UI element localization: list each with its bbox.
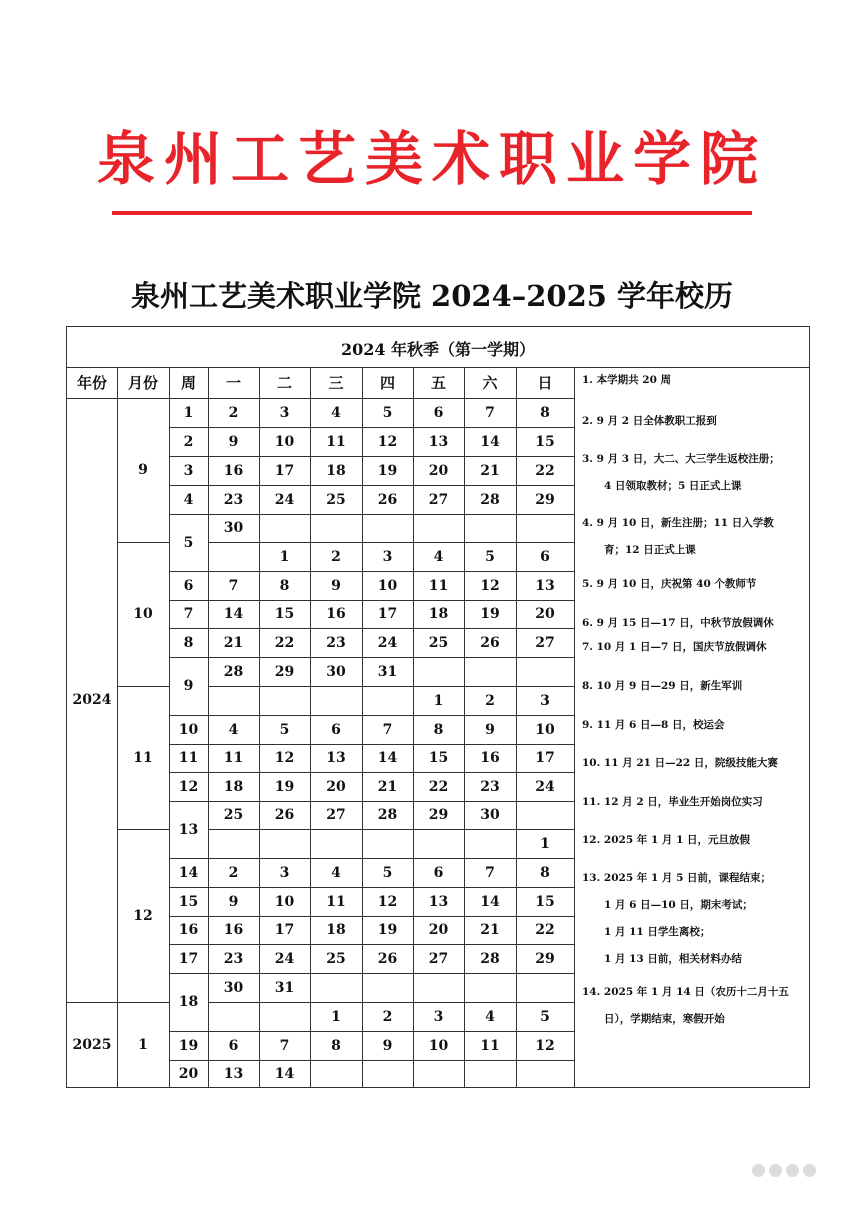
- date-cell: 19: [480, 606, 500, 622]
- school-name-banner: 泉州工艺美术职业学院: [96, 125, 767, 193]
- date-cell: 22: [535, 922, 555, 938]
- note-item: [582, 634, 808, 661]
- week-number-cell: 11: [178, 750, 199, 766]
- date-cell: 10: [535, 721, 555, 738]
- date-cell: 12: [480, 577, 500, 594]
- date-cell: 8: [279, 577, 290, 594]
- week-number-cell: 4: [183, 491, 194, 508]
- date-cell: 3: [279, 404, 290, 421]
- month-cell: 1: [138, 1037, 148, 1053]
- date-cell: 4: [433, 548, 444, 565]
- week-number-cell: 18: [178, 994, 199, 1010]
- date-cell: 25: [223, 807, 244, 823]
- date-cell: [310, 1060, 362, 1088]
- date-cell: 9: [382, 1037, 393, 1054]
- date-cell: [413, 973, 464, 1002]
- date-cell: 21: [377, 778, 398, 795]
- note-line: 9. 11 月 6 日—8 日，校运会: [582, 719, 725, 731]
- date-cell: 9: [485, 721, 495, 738]
- date-cell: [516, 1060, 574, 1088]
- note-item: [582, 610, 808, 637]
- date-cell: [208, 686, 259, 715]
- col-header-day: 四: [379, 374, 395, 392]
- note-item: [582, 673, 808, 700]
- date-cell: 26: [377, 491, 398, 508]
- watermark-dot: [769, 1164, 782, 1177]
- date-cell: 22: [535, 462, 555, 479]
- date-cell: 17: [535, 750, 555, 766]
- date-cell: 11: [223, 750, 244, 766]
- date-cell: 5: [540, 1008, 550, 1025]
- week-number-cell: 17: [178, 950, 199, 967]
- date-cell: 10: [428, 1037, 449, 1054]
- date-cell: 30: [223, 979, 244, 996]
- note-line: 3. 9 月 3 日，大二、大三学生返校注册；: [582, 453, 780, 465]
- col-header-week: 周: [180, 374, 196, 392]
- date-cell: 20: [428, 462, 449, 479]
- date-cell: 12: [377, 433, 398, 450]
- date-cell: 3: [433, 1008, 444, 1025]
- date-cell: 16: [223, 922, 244, 938]
- col-header-day: 二: [276, 374, 292, 392]
- date-cell: [310, 829, 362, 858]
- date-cell: 29: [535, 950, 555, 967]
- note-line: 8. 10 月 9 日—29 日，新生军训: [582, 680, 743, 692]
- date-cell: 7: [485, 864, 495, 881]
- date-cell: [362, 829, 413, 858]
- date-cell: 8: [331, 1037, 341, 1054]
- date-cell: 17: [274, 922, 295, 938]
- date-cell: 14: [480, 433, 500, 450]
- date-cell: [208, 1002, 259, 1031]
- date-cell: [259, 514, 310, 542]
- date-cell: 29: [428, 807, 449, 823]
- week-number-cell: 9: [183, 678, 194, 694]
- date-cell: 9: [228, 433, 239, 450]
- note-item: [582, 446, 808, 500]
- date-cell: 25: [428, 634, 449, 651]
- date-cell: 24: [274, 491, 295, 508]
- date-cell: 30: [326, 663, 346, 680]
- date-cell: [310, 686, 362, 715]
- date-cell: 13: [428, 433, 449, 450]
- week-number-cell: 19: [178, 1037, 199, 1054]
- week-number-cell: 2: [183, 433, 194, 450]
- date-cell: 16: [223, 462, 244, 479]
- date-cell: 12: [535, 1037, 555, 1054]
- note-line: 2. 9 月 2 日全体教职工报到: [582, 415, 717, 427]
- note-line: 1 月 6 日—10 日，期末考试；: [604, 899, 753, 911]
- watermark-dot: [752, 1164, 765, 1177]
- col-header-day: 一: [225, 374, 241, 392]
- date-cell: 7: [279, 1037, 290, 1054]
- date-cell: 2: [228, 404, 239, 421]
- date-cell: 31: [274, 979, 295, 996]
- date-cell: 14: [223, 606, 244, 622]
- note-item: [582, 750, 808, 777]
- date-cell: [413, 829, 464, 858]
- note-line: 14. 2025 年 1 月 14 日（农历十二月十五: [582, 986, 789, 998]
- note-item: [582, 571, 808, 598]
- date-cell: 20: [326, 778, 346, 795]
- note-line: 1. 本学期共 20 周: [582, 374, 672, 386]
- note-line: 日），学期结束，寒假开始: [604, 1013, 725, 1025]
- date-cell: 23: [326, 634, 346, 651]
- date-cell: 30: [480, 807, 500, 823]
- date-cell: 19: [377, 462, 398, 479]
- date-cell: 28: [480, 491, 500, 508]
- date-cell: 14: [480, 893, 500, 910]
- note-line: 11. 12 月 2 日，毕业生开始岗位实习: [582, 796, 763, 808]
- date-cell: 6: [540, 548, 550, 565]
- date-cell: 1: [433, 692, 444, 709]
- date-cell: 27: [326, 807, 346, 823]
- date-cell: 26: [274, 807, 295, 823]
- date-cell: 26: [377, 950, 398, 967]
- date-cell: 15: [274, 606, 295, 622]
- date-cell: [310, 514, 362, 542]
- col-header-month: 月份: [127, 374, 158, 392]
- date-cell: 1: [331, 1008, 341, 1025]
- date-cell: 21: [480, 922, 500, 938]
- date-cell: 2: [228, 864, 239, 881]
- date-cell: 9: [228, 893, 239, 910]
- date-cell: 1: [279, 548, 290, 565]
- note-item: [582, 827, 808, 854]
- date-cell: [516, 514, 574, 542]
- date-cell: 6: [433, 404, 444, 421]
- date-cell: 15: [535, 433, 555, 450]
- date-cell: 19: [274, 778, 295, 795]
- week-number-cell: 20: [178, 1066, 199, 1082]
- note-line: 1 月 13 日前，相关材料办结: [604, 953, 742, 965]
- date-cell: 8: [540, 404, 550, 421]
- date-cell: 19: [377, 922, 398, 938]
- note-line: 1 月 11 日学生离校；: [604, 926, 711, 938]
- year-cell: 2024: [72, 692, 112, 708]
- date-cell: 21: [480, 462, 500, 479]
- date-cell: 4: [485, 1008, 495, 1025]
- date-cell: 30: [223, 520, 244, 536]
- note-item: [582, 367, 808, 394]
- month-cell: 12: [133, 907, 153, 924]
- date-cell: 7: [382, 721, 393, 738]
- date-cell: 25: [326, 950, 346, 967]
- date-cell: 11: [326, 433, 346, 450]
- week-number-cell: 15: [178, 893, 199, 910]
- date-cell: 18: [326, 922, 346, 938]
- date-cell: 11: [480, 1037, 500, 1054]
- date-cell: 2: [331, 548, 341, 565]
- date-cell: 13: [223, 1066, 244, 1082]
- date-cell: 10: [377, 577, 398, 594]
- date-cell: 17: [377, 606, 398, 622]
- date-cell: 7: [485, 404, 495, 421]
- date-cell: [208, 542, 259, 571]
- date-cell: 23: [480, 778, 500, 795]
- date-cell: 29: [535, 491, 555, 508]
- date-cell: 3: [279, 864, 290, 881]
- semester-title: 2024 年秋季（第一学期）: [340, 340, 536, 359]
- date-cell: 6: [433, 864, 444, 881]
- date-cell: 29: [274, 663, 295, 680]
- date-cell: 10: [274, 433, 295, 450]
- date-cell: [413, 514, 464, 542]
- date-cell: [259, 829, 310, 858]
- note-line: 5. 9 月 10 日，庆祝第 40 个教师节: [582, 578, 757, 590]
- watermark-dot: [786, 1164, 799, 1177]
- date-cell: [516, 657, 574, 686]
- date-cell: 3: [540, 692, 550, 709]
- date-cell: 14: [274, 1066, 295, 1082]
- week-number-cell: 13: [178, 821, 199, 838]
- date-cell: [362, 973, 413, 1002]
- date-cell: 27: [535, 634, 555, 651]
- date-cell: 4: [228, 721, 239, 738]
- date-cell: 5: [485, 548, 495, 565]
- date-cell: [362, 514, 413, 542]
- date-cell: [516, 973, 574, 1002]
- note-item: [582, 408, 808, 435]
- watermark: [752, 1164, 816, 1177]
- date-cell: 28: [377, 807, 398, 823]
- date-cell: 28: [480, 950, 500, 967]
- date-cell: [464, 657, 516, 686]
- date-cell: [413, 657, 464, 686]
- date-cell: 15: [535, 893, 555, 910]
- date-cell: 14: [377, 750, 398, 766]
- date-cell: 8: [540, 864, 550, 881]
- date-cell: 9: [331, 577, 341, 594]
- year-cell: 2025: [72, 1037, 112, 1053]
- date-cell: 28: [223, 663, 244, 680]
- note-line: 4 日领取教材；5 日正式上课: [604, 480, 742, 492]
- date-cell: 6: [228, 1037, 239, 1054]
- date-cell: 24: [377, 634, 398, 651]
- col-header-day: 三: [328, 374, 344, 392]
- col-header-day: 六: [482, 374, 498, 392]
- date-cell: 16: [480, 750, 500, 766]
- note-line: 10. 11 月 21 日—22 日，院级技能大赛: [582, 757, 778, 769]
- date-cell: 31: [377, 663, 398, 680]
- week-number-cell: 14: [178, 864, 199, 881]
- date-cell: [259, 1002, 310, 1031]
- date-cell: 12: [377, 893, 398, 910]
- date-cell: 18: [428, 606, 449, 622]
- document-title: 泉州工艺美术职业学院 2024–2025 学年校历: [130, 279, 734, 313]
- note-line: 12. 2025 年 1 月 1 日，元旦放假: [582, 834, 751, 846]
- date-cell: 18: [223, 778, 244, 795]
- week-number-cell: 3: [183, 462, 194, 479]
- date-cell: [464, 973, 516, 1002]
- note-item: [582, 979, 808, 1033]
- date-cell: 13: [535, 577, 555, 594]
- week-number-cell: 12: [178, 778, 199, 795]
- date-cell: 21: [223, 634, 244, 651]
- note-line: 6. 9 月 15 日—17 日，中秋节放假调休: [582, 617, 774, 629]
- week-number-cell: 8: [183, 634, 194, 651]
- date-cell: 2: [485, 692, 495, 709]
- date-cell: [413, 1060, 464, 1088]
- date-cell: [362, 686, 413, 715]
- note-item: [582, 510, 808, 564]
- date-cell: 27: [428, 491, 449, 508]
- date-cell: 15: [428, 750, 449, 766]
- month-cell: 11: [133, 749, 153, 766]
- date-cell: 20: [428, 922, 449, 938]
- date-cell: 13: [428, 893, 449, 910]
- date-cell: 23: [223, 491, 244, 508]
- date-cell: 24: [535, 778, 555, 795]
- date-cell: 5: [382, 404, 393, 421]
- date-cell: 18: [326, 462, 346, 479]
- date-cell: 10: [274, 893, 295, 910]
- date-cell: 11: [326, 893, 346, 910]
- col-header-year: 年份: [76, 374, 107, 392]
- week-number-cell: 7: [183, 606, 194, 622]
- date-cell: [464, 1060, 516, 1088]
- date-cell: [464, 514, 516, 542]
- date-cell: [259, 686, 310, 715]
- date-cell: 11: [428, 577, 449, 594]
- week-number-cell: 10: [178, 721, 199, 738]
- week-number-cell: 5: [183, 534, 194, 551]
- col-header-day: 五: [430, 374, 446, 392]
- date-cell: 6: [331, 721, 341, 738]
- date-cell: 23: [223, 950, 244, 967]
- note-item: [582, 865, 808, 973]
- date-cell: [362, 1060, 413, 1088]
- date-cell: 25: [326, 491, 346, 508]
- date-cell: [208, 829, 259, 858]
- note-item: [582, 712, 808, 739]
- date-cell: 5: [382, 864, 393, 881]
- note-line: 7. 10 月 1 日—7 日，国庆节放假调休: [582, 641, 767, 653]
- date-cell: 17: [274, 462, 295, 479]
- date-cell: 3: [382, 548, 393, 565]
- date-cell: [310, 973, 362, 1002]
- date-cell: 7: [228, 577, 239, 594]
- note-line: 13. 2025 年 1 月 5 日前，课程结束；: [582, 872, 772, 884]
- date-cell: 4: [331, 404, 341, 421]
- date-cell: 4: [331, 864, 341, 881]
- date-cell: 13: [326, 750, 346, 766]
- date-cell: 27: [428, 950, 449, 967]
- date-cell: 22: [428, 778, 449, 795]
- date-cell: 1: [540, 835, 550, 852]
- week-number-cell: 6: [183, 577, 194, 594]
- date-cell: 16: [326, 606, 346, 622]
- watermark-dot: [803, 1164, 816, 1177]
- date-cell: 24: [274, 950, 295, 967]
- date-cell: 26: [480, 634, 500, 651]
- month-cell: 10: [133, 606, 153, 622]
- note-item: [582, 789, 808, 816]
- date-cell: 2: [382, 1008, 393, 1025]
- date-cell: 22: [274, 634, 295, 651]
- note-line: 育；12 日正式上课: [604, 544, 696, 556]
- month-cell: 9: [138, 462, 148, 478]
- date-cell: 8: [433, 721, 444, 738]
- date-cell: 5: [279, 721, 290, 738]
- date-cell: [516, 801, 574, 829]
- note-line: 4. 9 月 10 日，新生注册；11 日入学教: [582, 517, 774, 529]
- date-cell: 20: [535, 606, 555, 622]
- week-number-cell: 1: [183, 404, 194, 421]
- week-number-cell: 16: [178, 922, 199, 938]
- date-cell: 12: [274, 750, 295, 766]
- date-cell: [464, 829, 516, 858]
- col-header-day: 日: [537, 374, 553, 392]
